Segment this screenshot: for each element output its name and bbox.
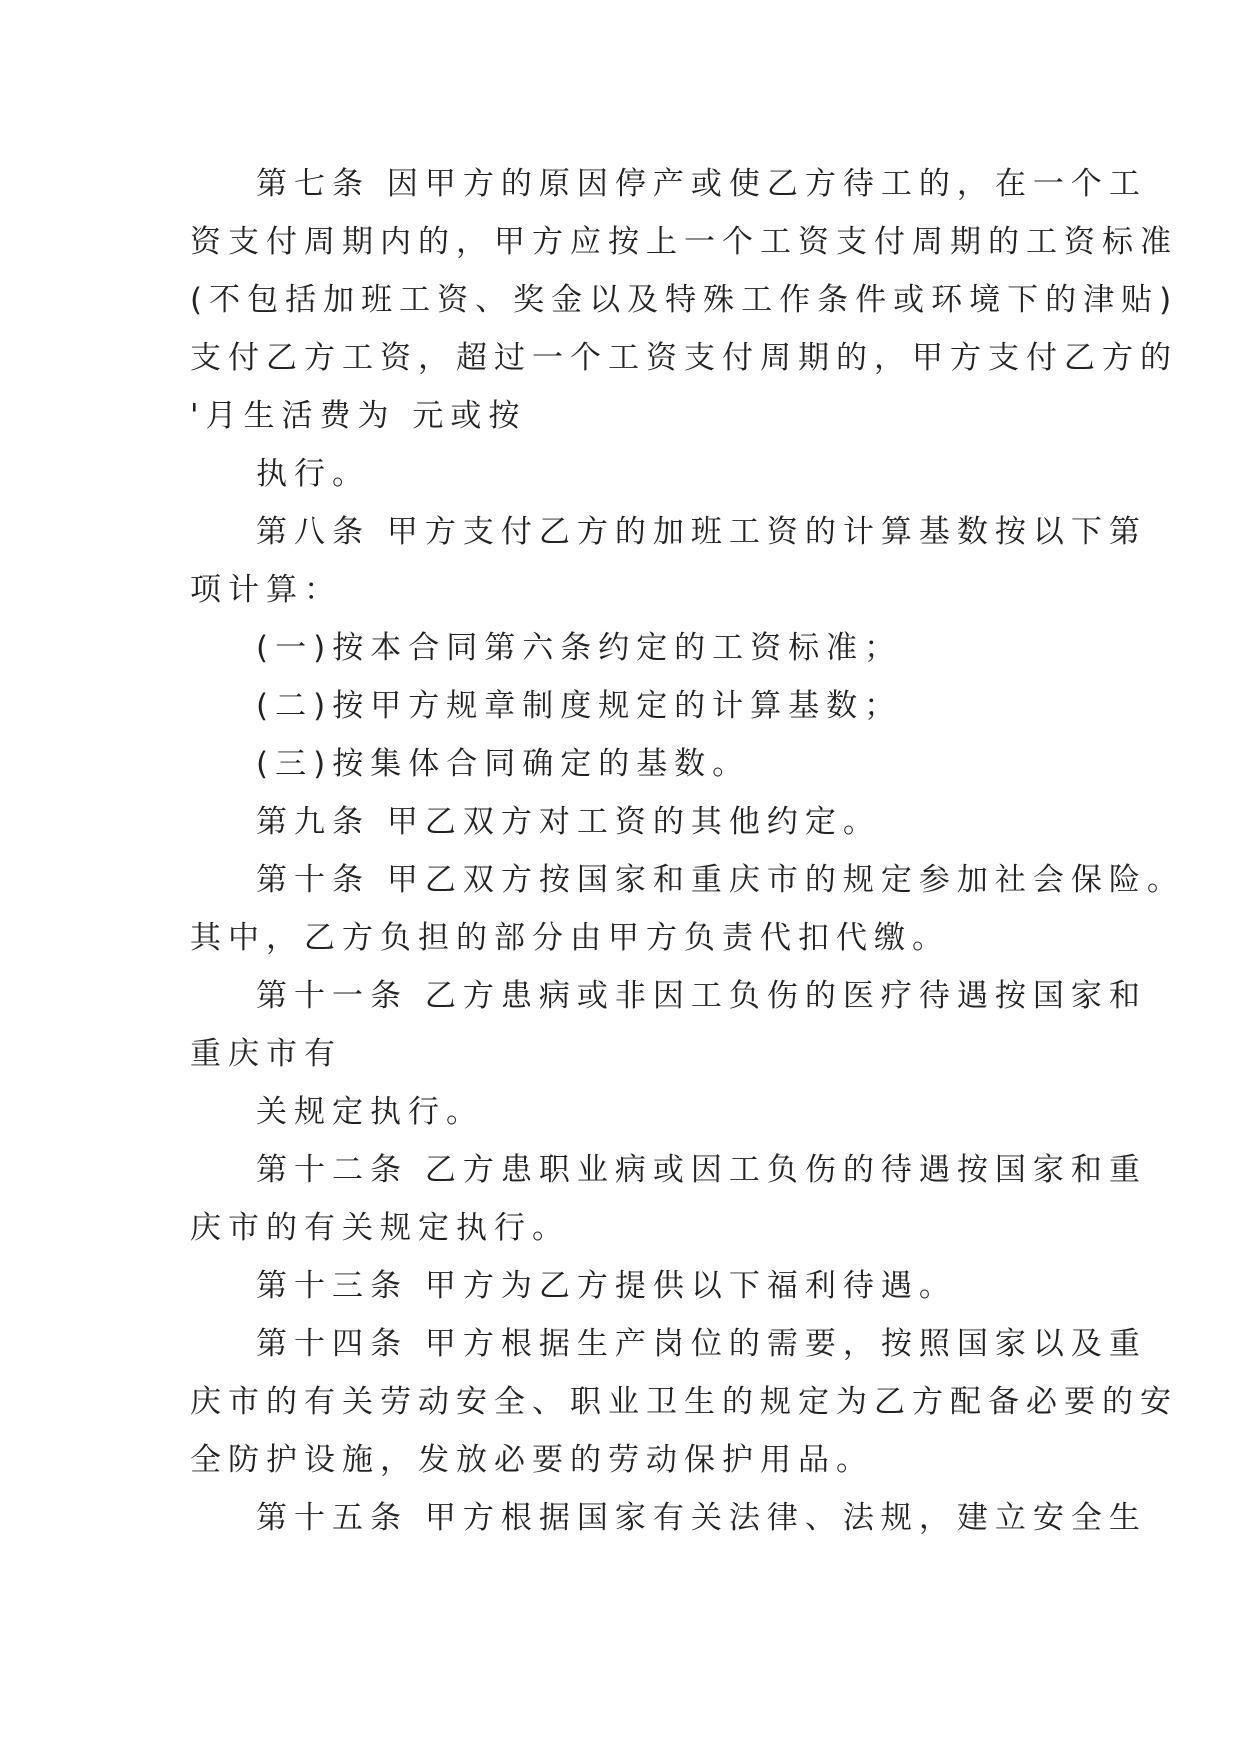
text-line: 第十一条 乙方患病或非因工负伤的医疗待遇按国家和	[256, 978, 1147, 1014]
text-line: 支付乙方工资，超过一个工资支付周期的，甲方支付乙方的	[190, 340, 1178, 376]
text-line: 第十四条 甲方根据生产岗位的需要，按照国家以及重	[256, 1326, 1147, 1362]
text-line: 其中，乙方负担的部分由甲方负责代扣代缴。	[190, 920, 950, 956]
text-line: 全防护设施，发放必要的劳动保护用品。	[190, 1442, 874, 1478]
text-line: 资支付周期内的，甲方应按上一个工资支付周期的工资标准	[190, 224, 1178, 260]
text-line: '月生活费为 元或按	[190, 398, 527, 434]
text-line: 第十条 甲乙双方按国家和重庆市的规定参加社会保险。	[256, 862, 1185, 898]
text-line: 关规定执行。	[256, 1094, 484, 1130]
text-line: 第十五条 甲方根据国家有关法律、法规，建立安全生	[256, 1500, 1147, 1536]
text-line: 庆市的有关劳动安全、职业卫生的规定为乙方配备必要的安	[190, 1384, 1178, 1420]
text-line: 庆市的有关规定执行。	[190, 1210, 570, 1246]
text-line: 第十三条 甲方为乙方提供以下福利待遇。	[256, 1268, 957, 1304]
text-line: (二)按甲方规章制度规定的计算基数；	[256, 688, 903, 724]
text-line: 执行。	[256, 456, 370, 492]
text-line: (一)按本合同第六条约定的工资标准；	[256, 630, 903, 666]
text-line: 第七条 因甲方的原因停产或使乙方待工的，在一个工	[256, 166, 1147, 202]
text-line: 项计算：	[190, 572, 342, 608]
text-line: 重庆市有	[190, 1036, 342, 1072]
text-line: 第十二条 乙方患职业病或因工负伤的待遇按国家和重	[256, 1152, 1147, 1188]
text-line: (不包括加班工资、奖金以及特殊工作条件或环境下的津贴)	[190, 282, 1179, 318]
text-line: 第八条 甲方支付乙方的加班工资的计算基数按以下第	[256, 514, 1147, 550]
text-line: (三)按集体合同确定的基数。	[256, 746, 751, 782]
text-line: 第九条 甲乙双方对工资的其他约定。	[256, 804, 881, 840]
